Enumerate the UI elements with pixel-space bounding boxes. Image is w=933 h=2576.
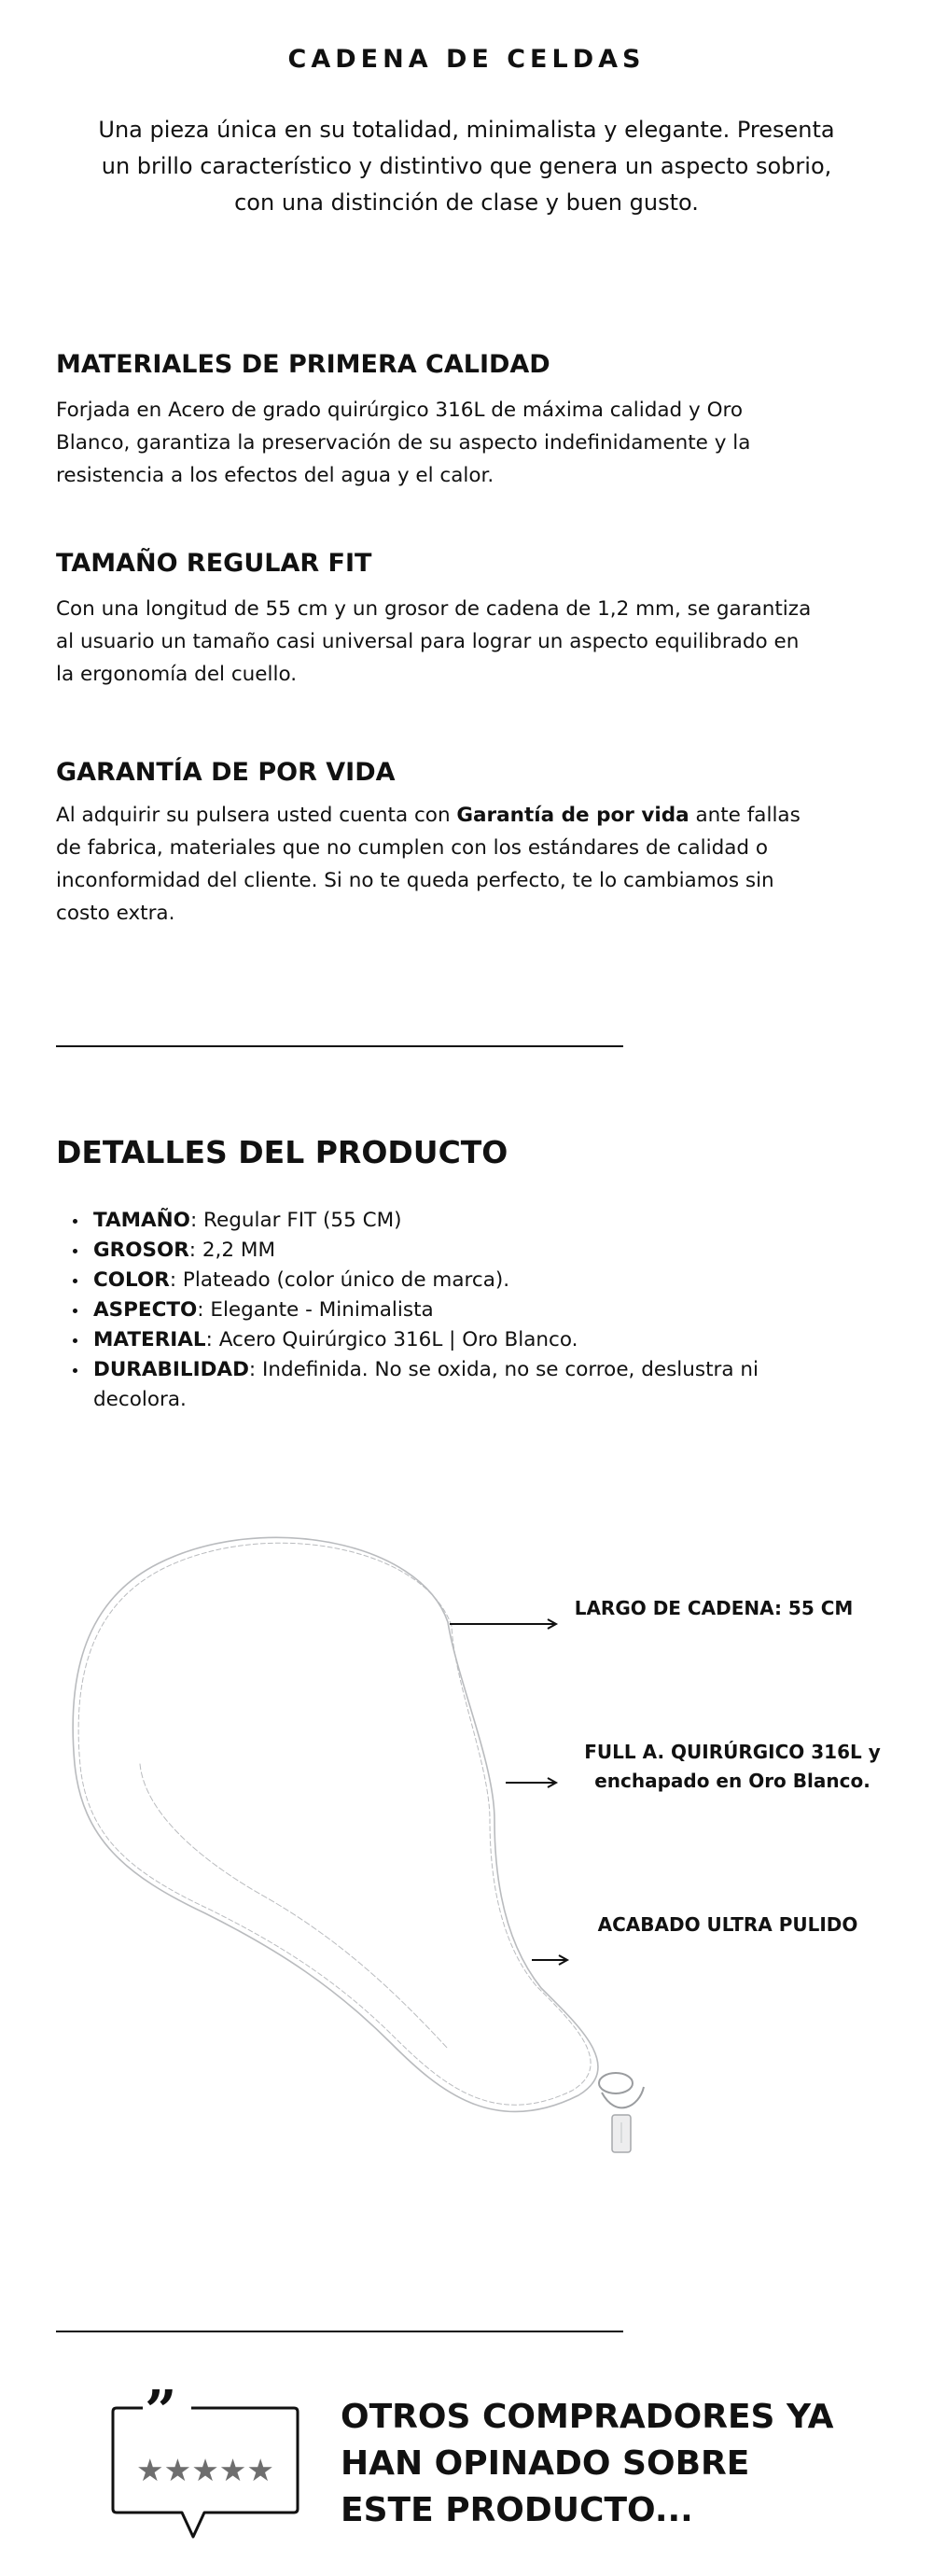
details-key: COLOR — [93, 1268, 170, 1292]
details-value: : Elegante - Minimalista — [197, 1298, 434, 1322]
section-title-tamano: TAMAÑO REGULAR FIT — [56, 549, 372, 578]
quote-mark-icon: ” — [145, 2389, 177, 2444]
details-title: DETALLES DEL PRODUCTO — [56, 1134, 508, 1170]
details-value: : 2,2 MM — [188, 1239, 276, 1262]
details-value: : Indefinida. No se oxida, no se corroe, deslustra ni decolora. — [93, 1358, 759, 1411]
details-value: : Regular FIT (55 CM) — [189, 1209, 402, 1232]
page-title: CADENA DE CELDAS — [287, 45, 646, 74]
section-title-garantia: GARANTÍA DE POR VIDA — [56, 758, 396, 787]
details-key: GROSOR — [93, 1239, 189, 1262]
details-item-durabilidad — [56, 1355, 802, 1415]
section-title-materiales: MATERIALES DE PRIMERA CALIDAD — [56, 350, 550, 379]
details-key: ASPECTO — [93, 1298, 198, 1322]
divider-bottom — [56, 2331, 623, 2332]
divider-top — [56, 1045, 623, 1047]
reviews-title-line2: HAN OPINADO SOBRE — [341, 2444, 750, 2483]
arrow-icon — [506, 1778, 556, 1787]
details-item-material — [56, 1325, 802, 1355]
callout-length: LARGO DE CADENA: 55 CM — [574, 1597, 854, 1619]
callout-material-line1: FULL A. QUIRÚRGICO 316L y — [584, 1741, 881, 1763]
section-body-garantia — [56, 799, 821, 930]
arrow-icon — [450, 1619, 556, 1629]
callout-material-line2: enchapado en Oro Blanco. — [594, 1770, 870, 1792]
garantia-text-start: Al adquirir su pulsera usted cuenta con — [56, 804, 457, 827]
reviews-title-line3: ESTE PRODUCTO... — [341, 2491, 693, 2529]
garantia-highlight: Garantía de por vida — [456, 804, 689, 827]
details-item-grosor — [56, 1236, 802, 1266]
arrow-icon — [532, 1955, 567, 1965]
details-value: : Plateado (color único de marca). — [169, 1268, 510, 1292]
necklace-clasp — [599, 2073, 644, 2107]
details-key: DURABILIDAD — [93, 1358, 249, 1381]
callout-material — [564, 1738, 900, 1796]
necklace-pendant-tag — [612, 2115, 631, 2152]
review-bubble-icon — [107, 2389, 308, 2548]
details-item-aspecto — [56, 1295, 802, 1325]
details-list — [56, 1206, 802, 1415]
section-body-materiales: Forjada en Acero de grado quirúrgico 316L de máxima calidad y Oro Blanco, garantiza la preservación de su aspecto indefinidamente y la resistencia a los efectos del agua y el calor. — [56, 399, 751, 487]
details-value: : Acero Quirúrgico 316L | Oro Blanco. — [205, 1328, 578, 1351]
reviews-title-line1: OTROS COMPRADORES YA — [341, 2398, 834, 2436]
callout-finish: ACABADO ULTRA PULIDO — [597, 1913, 858, 1936]
details-key: MATERIAL — [93, 1328, 206, 1351]
reviews-title — [341, 2394, 863, 2534]
garantia-text-end: ante fallas de fabrica, materiales que no cumplen con los estándares de calidad o inconformidad del cliente. Si no te queda perfecto, te lo cambiamos sin costo extra. — [56, 804, 801, 925]
details-item-color — [56, 1266, 802, 1295]
intro-text: Una pieza única en su totalidad, minimalista y elegante. Presenta un brillo característico y distintivo que genera un aspecto sobrio, con una distinción de clase y buen gusto. — [98, 117, 835, 216]
details-key: TAMAÑO — [93, 1209, 190, 1232]
details-item-tamano — [56, 1206, 802, 1236]
section-body-tamano: Con una longitud de 55 cm y un grosor de cadena de 1,2 mm, se garantiza al usuario un tamaño casi universal para lograr un aspecto equilibrado en la ergonomía del cuello. — [56, 597, 812, 686]
review-stars: ★★★★★ — [136, 2452, 274, 2488]
